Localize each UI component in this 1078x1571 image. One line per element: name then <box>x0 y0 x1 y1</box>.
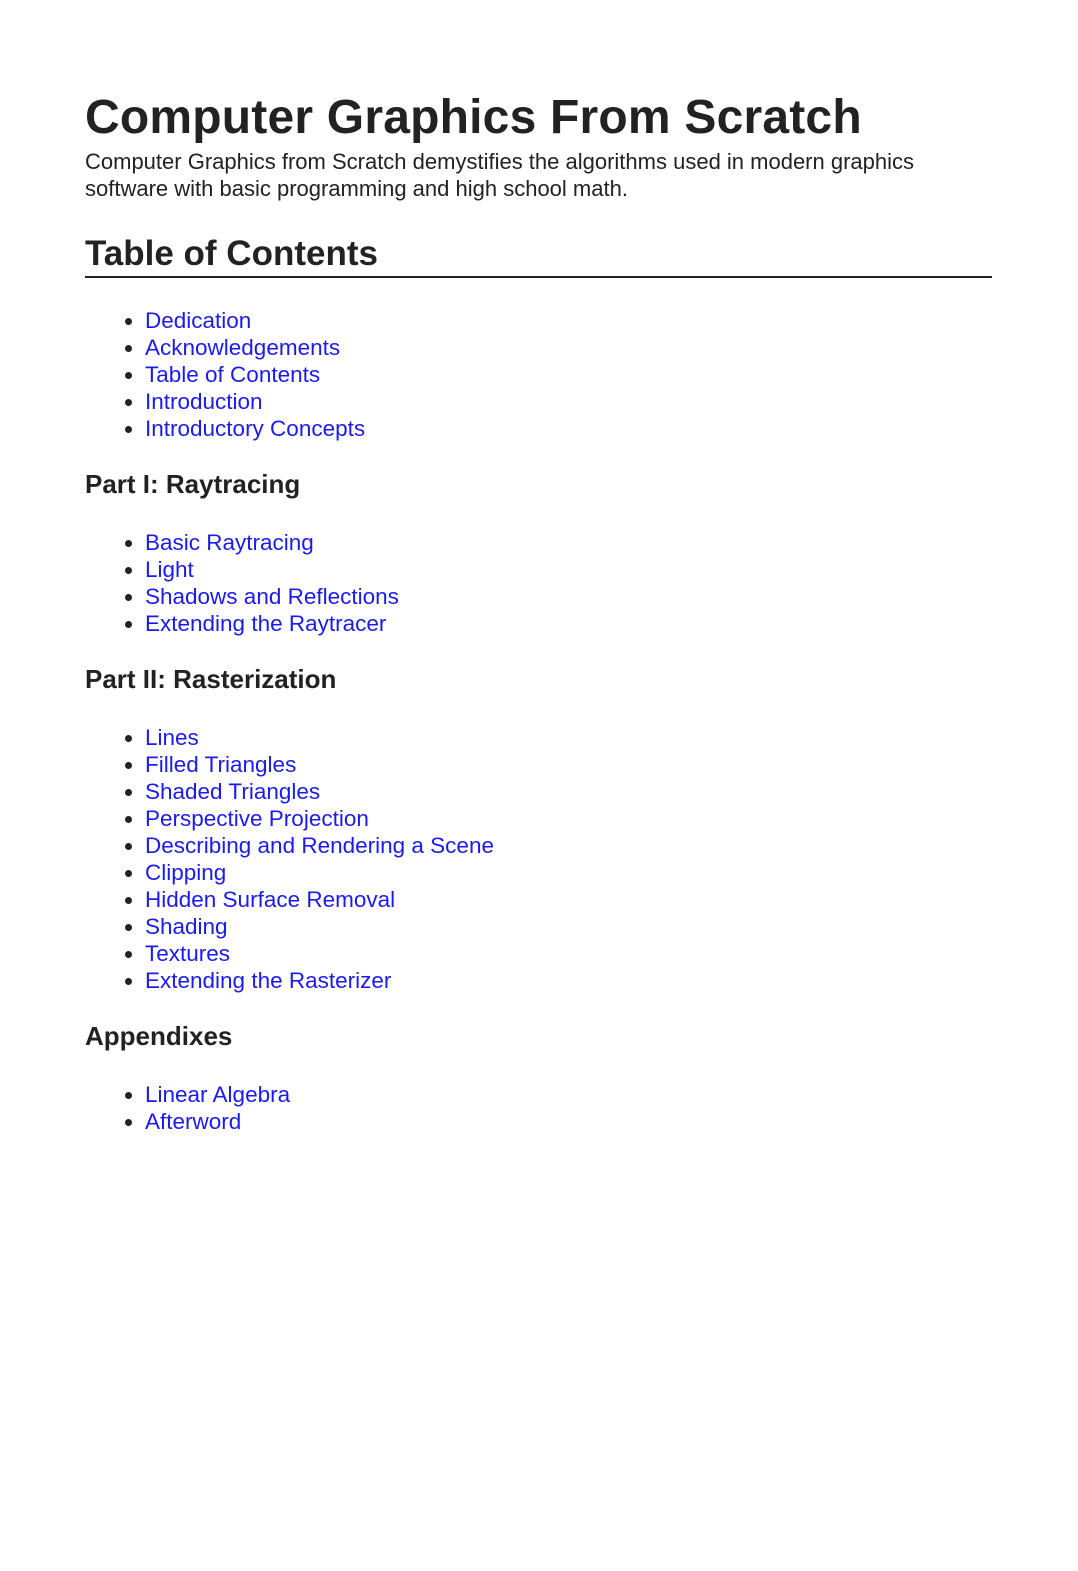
appendixes-heading: Appendixes <box>85 1021 233 1051</box>
toc-link-describing-and-rendering[interactable]: Describing and Rendering a Scene <box>145 833 494 858</box>
toc-appendixes-list <box>85 1081 992 1135</box>
toc-link-lines[interactable]: Lines <box>145 725 199 750</box>
toc-link-light[interactable]: Light <box>145 557 194 582</box>
list-item <box>145 886 992 913</box>
list-item <box>145 583 992 610</box>
toc-link-basic-raytracing[interactable]: Basic Raytracing <box>145 530 314 555</box>
part1-heading: Part I: Raytracing <box>85 469 301 499</box>
toc-link-shaded-triangles[interactable]: Shaded Triangles <box>145 779 321 804</box>
list-item <box>145 1108 992 1135</box>
part2-heading: Part II: Rasterization <box>85 664 337 694</box>
list-item <box>145 415 992 442</box>
page-subtitle: Computer Graphics from Scratch demystifies the algorithms used in modern graphics software with basic programming and high school math. <box>85 149 915 201</box>
toc-link-extending-the-raytracer[interactable]: Extending the Raytracer <box>145 611 387 636</box>
list-item <box>145 556 992 583</box>
toc-link-linear-algebra[interactable]: Linear Algebra <box>145 1082 291 1107</box>
list-item <box>145 859 992 886</box>
toc-link-dedication[interactable]: Dedication <box>145 308 252 333</box>
list-item <box>145 832 992 859</box>
toc-link-shadows-and-reflections[interactable]: Shadows and Reflections <box>145 584 399 609</box>
toc-link-extending-the-rasterizer[interactable]: Extending the Rasterizer <box>145 968 392 993</box>
page-title: Computer Graphics From Scratch <box>85 91 862 144</box>
toc-link-acknowledgements[interactable]: Acknowledgements <box>145 335 341 360</box>
list-item <box>145 610 992 637</box>
list-item <box>145 778 992 805</box>
toc-link-textures[interactable]: Textures <box>145 941 231 966</box>
toc-link-filled-triangles[interactable]: Filled Triangles <box>145 752 297 777</box>
toc-link-table-of-contents[interactable]: Table of Contents <box>145 362 321 387</box>
toc-part1-list <box>85 529 992 637</box>
list-item <box>145 751 992 778</box>
list-item <box>145 361 992 388</box>
toc-intro-list <box>85 307 992 442</box>
list-item <box>145 913 992 940</box>
list-item <box>145 334 992 361</box>
toc-link-afterword[interactable]: Afterword <box>145 1109 242 1134</box>
toc-link-shading[interactable]: Shading <box>145 914 228 939</box>
list-item <box>145 529 992 556</box>
toc-heading: Table of Contents <box>85 232 992 278</box>
toc-part2-list <box>85 724 992 994</box>
toc-link-introduction[interactable]: Introduction <box>145 389 263 414</box>
list-item <box>145 1081 992 1108</box>
list-item <box>145 724 992 751</box>
list-item <box>145 805 992 832</box>
toc-link-introductory-concepts[interactable]: Introductory Concepts <box>145 416 366 441</box>
toc-link-perspective-projection[interactable]: Perspective Projection <box>145 806 369 831</box>
toc-link-hidden-surface-removal[interactable]: Hidden Surface Removal <box>145 887 396 912</box>
list-item <box>145 967 992 994</box>
list-item <box>145 388 992 415</box>
toc-link-clipping[interactable]: Clipping <box>145 860 227 885</box>
list-item <box>145 940 992 967</box>
list-item <box>145 307 992 334</box>
